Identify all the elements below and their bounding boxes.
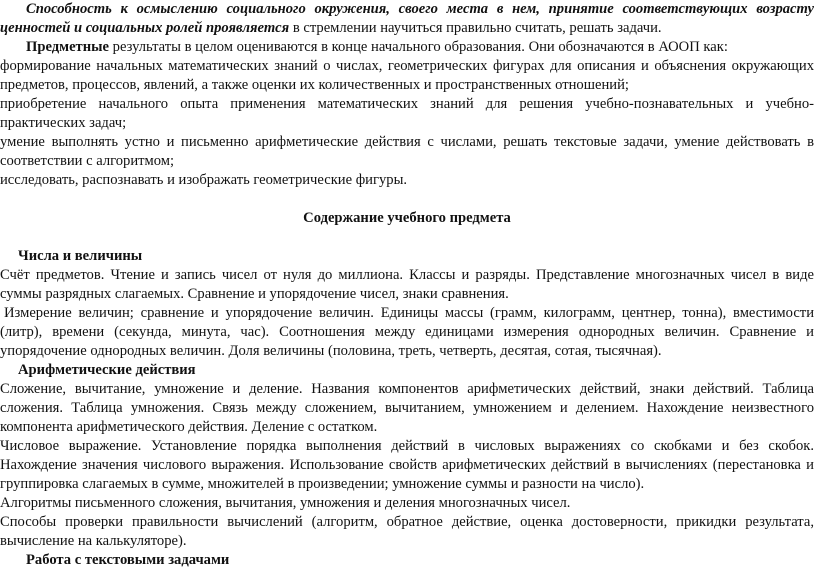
section-title: Содержание учебного предмета (303, 210, 511, 226)
heading-text-tasks: Работа с текстовыми задачами (26, 552, 230, 568)
paragraph-verification: Способы проверки правильности вычислений (алгоритм, обратное действие, оценка достоверности, прикидки результата, вычисление на калькуляторе). (0, 514, 814, 549)
paragraph-geometry-skills: исследовать, распознавать и изображать геометрические фигуры. (0, 172, 408, 188)
paragraph-subject-results (0, 38, 814, 57)
paragraph-practical-experience: приобретение начального опыта применения математических знаний для решения учебно-познавательных и учебно-практических задач; (0, 96, 814, 131)
text-social-awareness: в стремлении научиться правильно считать, решать задачи. (289, 20, 662, 36)
paragraph-operations: Сложение, вычитание, умножение и деление. Названия компонентов арифметических действий, знаки действий. Таблица сложения. Таблица умножения. Связь между сложением, вычитанием, умножением и делением. Нахождение неизвестного компонента арифметического действия. Деление с остатком. (0, 381, 814, 435)
paragraph-math-knowledge: формирование начальных математических знаний о числах, геометрических фигурах для описания и объяснения окружающих предметов, процессов, явлений, а также оценки их количественных и пространственных отношений; (0, 58, 814, 93)
heading-numbers: Числа и величины (18, 248, 143, 264)
heading-arithmetic: Арифметические действия (18, 362, 196, 378)
emphasis-subject-results: Предметные (26, 39, 110, 55)
text-subject-results: результаты в целом оцениваются в конце начального образования. Они обозначаются в АООП как: (109, 39, 728, 55)
paragraph-social-awareness (0, 0, 814, 38)
paragraph-expressions: Числовое выражение. Установление порядка выполнения действий в числовых выражениях со скобками и без скобок. Нахождение значения числового выражения. Использование свойств арифметических действий в вычислениях (перестановка и группировка слагаемых в сумме, множителей в произведении; умножение суммы и разности на число). (0, 438, 814, 492)
emphasis-social-awareness: Способность к осмыслению социального окружения, своего места в нем, принятие соответствующих возрасту ценностей и социальных ролей проявляется (0, 1, 814, 36)
paragraph-counting: Счёт предметов. Чтение и запись чисел от нуля до миллиона. Классы и разряды. Представление многозначных чисел в виде суммы разрядных слагаемых. Сравнение и упорядочение чисел, знаки сравнения. (0, 267, 814, 302)
paragraph-measurement: Измерение величин; сравнение и упорядочение величин. Единицы массы (грамм, килограмм, центнер, тонна), вместимости (литр), времени (секунда, минута, час). Соотношения между единицами измерения однородных величин. Сравнение и упорядочение однородных величин. Доля величины (половина, треть, четверть, десятая, сотая, тысячная). (0, 305, 814, 359)
paragraph-arithmetic-skills: умение выполнять устно и письменно арифметические действия с числами, решать текстовые задачи, умение действовать в соответствии с алгоритмом; (0, 134, 814, 169)
paragraph-algorithms: Алгоритмы письменного сложения, вычитания, умножения и деления многозначных чисел. (0, 495, 571, 511)
